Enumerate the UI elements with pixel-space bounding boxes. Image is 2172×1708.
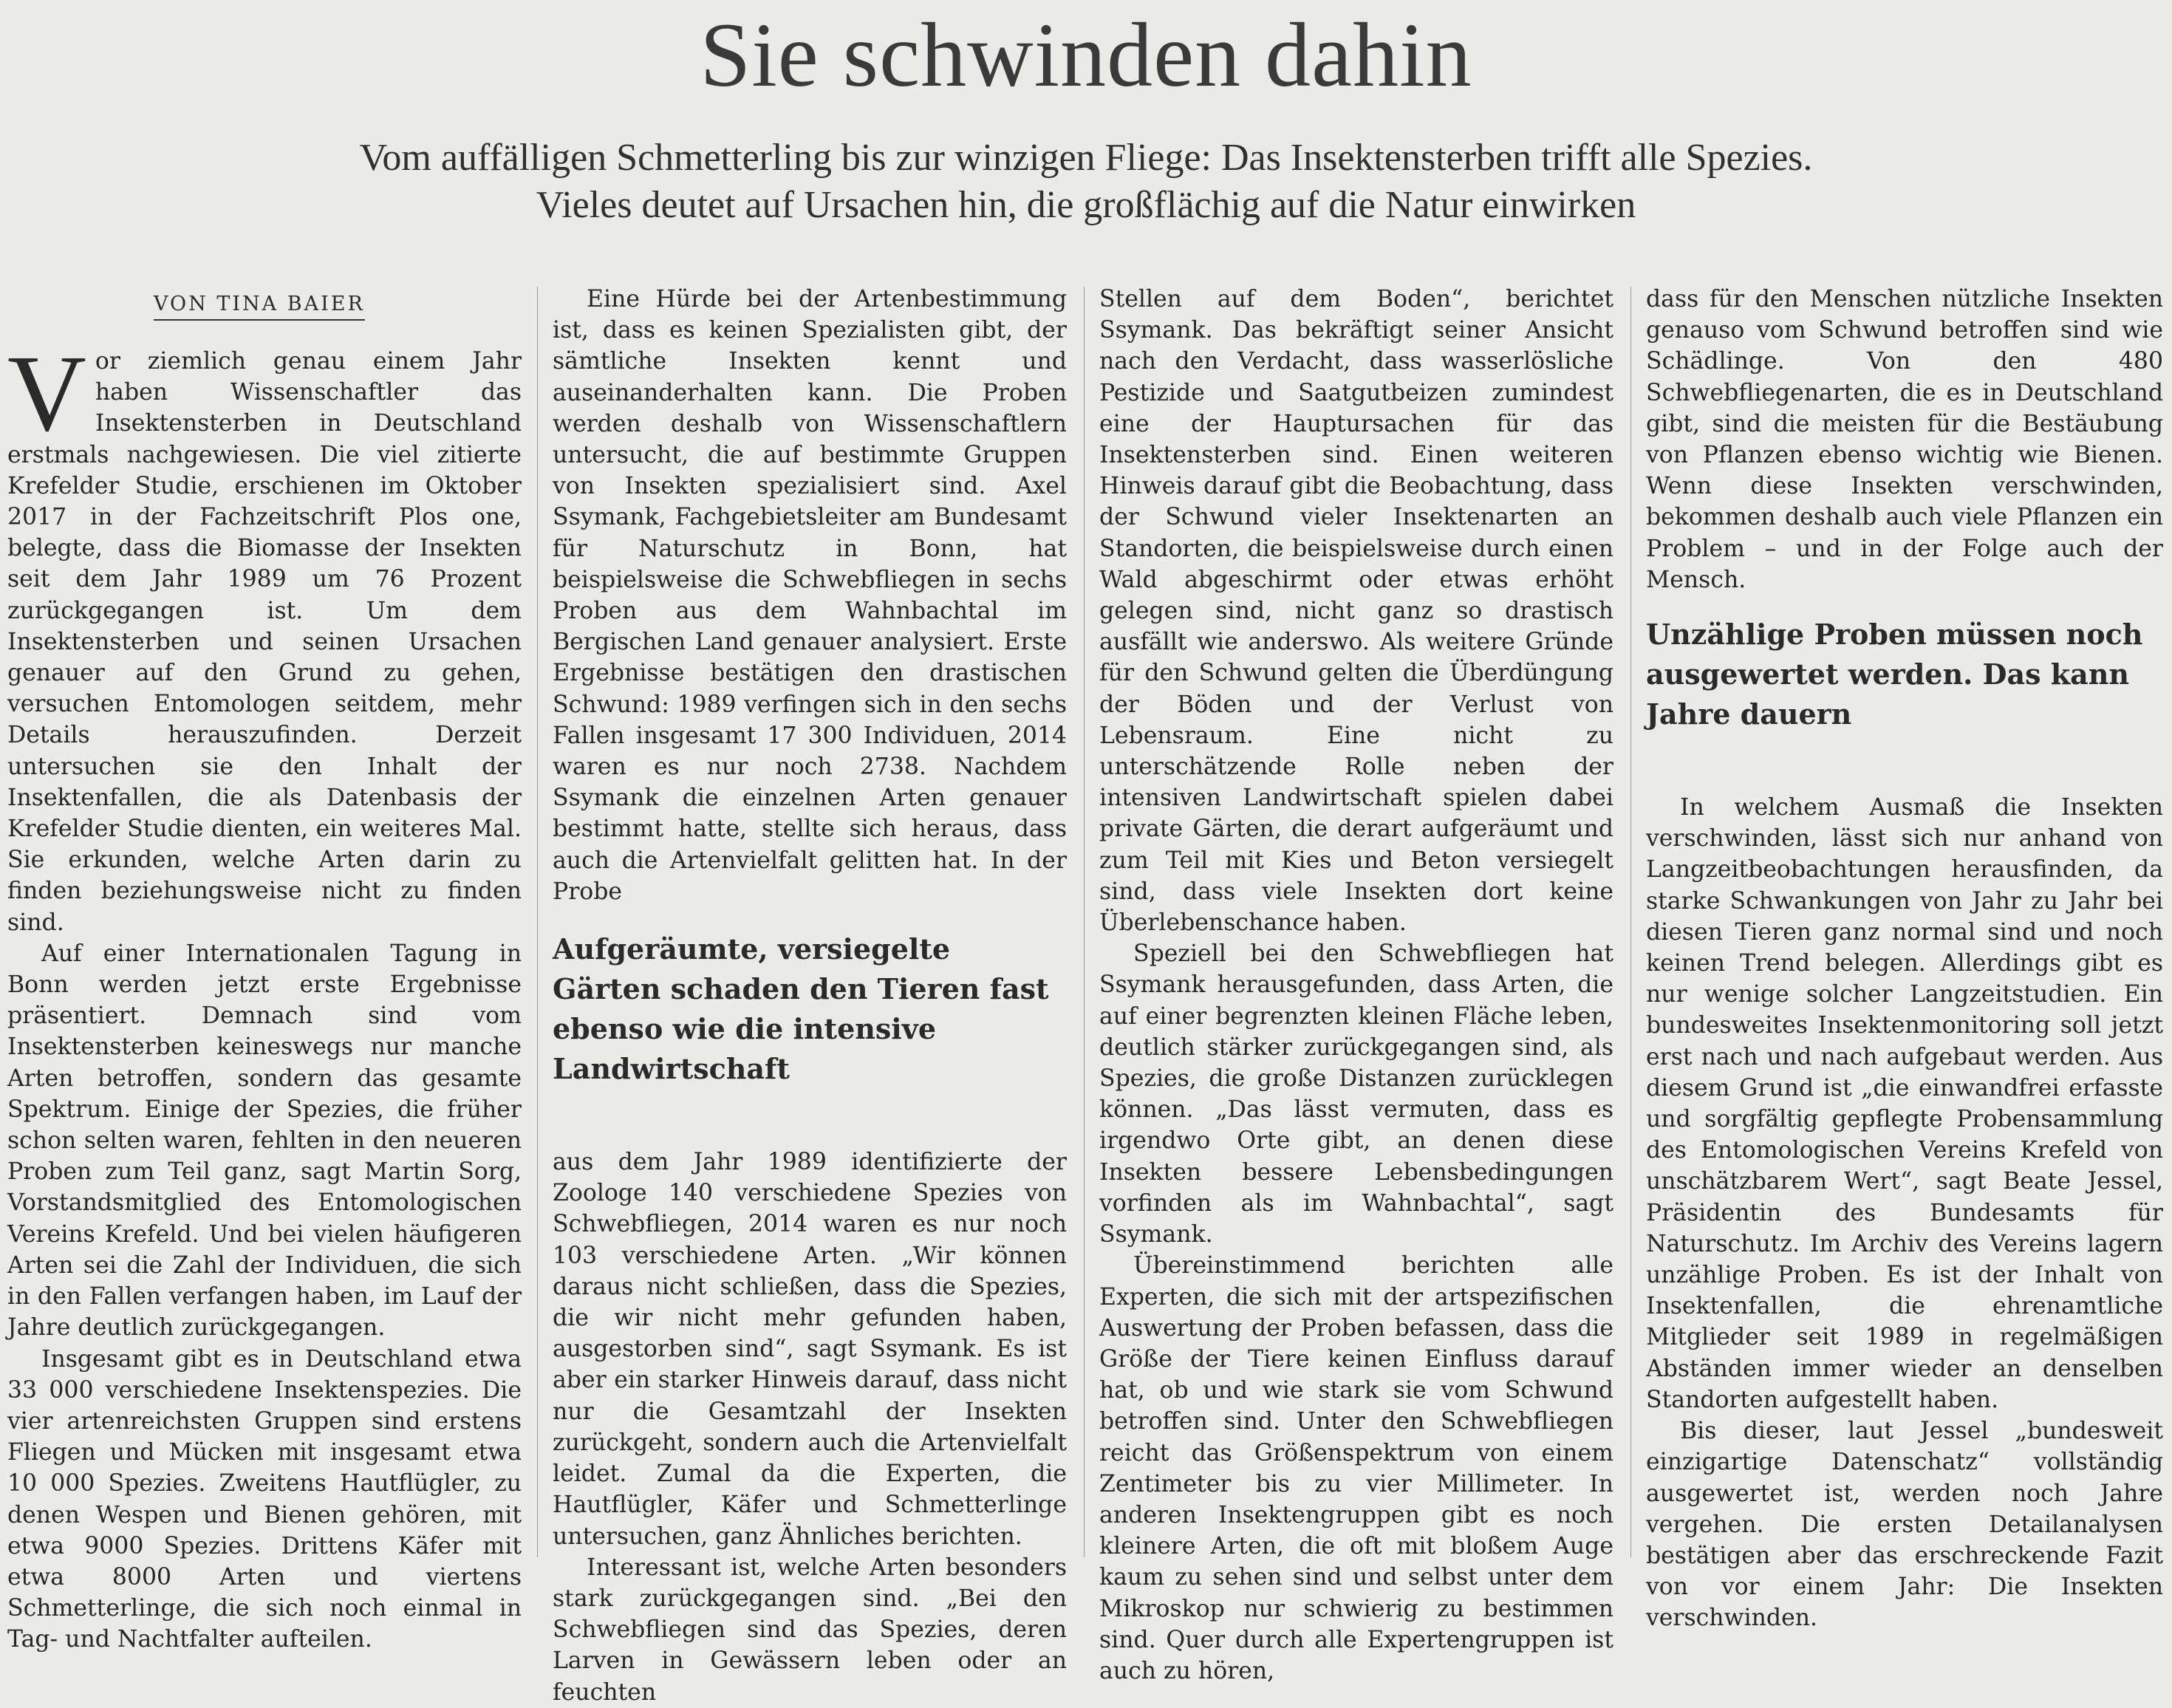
column-rule [537, 287, 538, 1557]
paragraph: Insgesamt gibt es in Deutschland etwa 33 000 verschiedene Insektenspezies. Die vier artenreichsten Gruppen sind erstens Fliegen und Mücken mit insgesamt etwa 10 000 Spezies. Zweitens Hautflügler, zu denen Wespen und Bienen gehören, mit etwa 9000 Spezies. Drittens Käfer mit etwa 8000 Arten und viertens Schmetterlinge, die sich noch einmal in Tag- und Nachtfalter aufteilen. [7, 1345, 522, 1653]
paragraph-text: or ziemlich genau einem Jahr haben Wissenschaftler das Insektensterben in Deutschland erstmals nachgewiesen. Die viel zitierte Krefelder Studie, erschienen im Oktober 2017 in der Fachzeitschrift Plos one, belegte, dass die Biomasse der Insekten seit dem Jahr 1989 um 76 Prozent zurückgegangen ist. Um dem Insektensterben und seinen Ursachen genauer auf den Grund zu gehen, versuchen Entomologen seitdem, mehr Details herauszufinden. Derzeit untersuchen sie den Inhalt der Insektenfallen, die als Datenbasis der Krefelder Studie dienten, ein weiteres Mal. Sie erkunden, welche Arten darin zu finden beziehungsweise nicht zu finden sind. [7, 348, 522, 936]
paragraph: In welchem Ausmaß die Insekten verschwinden, lässt sich nur anhand von Langzeitbeobachtungen herausfinden, da starke Schwankungen von Jahr zu Jahr bei diesen Tieren ganz normal sind und noch keinen Trend belegen. Allerdings gibt es nur wenige solcher Langzeitstudien. Ein bundesweites Insektenmonitoring soll jetzt erst nach und nach aufgebaut werden. Aus diesem Grund ist „die einwandfrei erfasste und sorgfältig gepflegte Probensammlung des Entomologischen Vereins Krefeld von unschätzbarem Wert“, sagt Beate Jessel, Präsidentin des Bundesamts für Naturschutz. Im Archiv des Vereins lagern unzählige Proben. Es ist der Inhalt von Insektenfallen, die ehrenamtliche Mitglieder seit 1989 in regelmäßigen Abständen immer wieder an denselben Standorten aufgestellt haben. [1646, 794, 2163, 1413]
paragraph: Übereinstimmend berichten alle Experten, die sich mit der artspezifischen Auswertung der Proben befassen, dass die Größe der Tiere keinen Einfluss darauf hat, ob und wie stark sie vom Schwund betroffen sind. Unter den Schwebfliegen reicht das Größenspektrum von einem Zentimeter bis zu vier Millimeter. In anderen Insektengruppen gibt es noch kleinere Arten, die oft mit bloßem Auge kaum zu sehen sind und selbst unter dem Mikroskop nur schwierig zu bestimmen sind. Quer durch alle Expertengruppen ist auch zu hören, [1099, 1252, 1613, 1684]
article-column-3 [1099, 284, 1613, 1687]
subheadline [0, 134, 2172, 229]
paragraph: Auf einer Internationalen Tagung in Bonn werden jetzt erste Ergebnisse präsentiert. Demnach sind vom Insektensterben keineswegs nur manche Arten betroffen, sondern das gesamte Spektrum. Einige der Spezies, die früher schon selten waren, fehlten in den neueren Proben zum Teil ganz, sagt Martin Sorg, Vorstandsmitglied des Entomologischen Vereins Krefeld. Und bei vielen häufigeren Arten sei die Zahl der Individuen, die sich in den Fallen verfangen haben, im Lauf der Jahre deutlich zurückgegangen. [7, 940, 522, 1342]
subheading: Aufgeräumte, versiegelte Gärten schaden den Tieren fast ebenso wie die intensive Landwirtschaft [553, 932, 1049, 1086]
drop-cap: V [7, 333, 86, 454]
subheadline-line-1: Vom auffälligen Schmetterling bis zur winzigen Fliege: Das Insektensterben trifft alle Spezies. [359, 137, 1813, 179]
byline: VON TINA BAIER [154, 291, 365, 321]
article-column-4 [1646, 284, 2163, 1634]
article-column-2 [553, 284, 1067, 1708]
paragraph: Interessant ist, welche Arten besonders stark zurückgegangen sind. „Bei den Schwebfliegen sind das Spezies, deren Larven in Gewässern leben oder an feuchten [553, 1554, 1067, 1706]
column-rule [1630, 287, 1631, 1557]
paragraph: dass für den Menschen nützliche Insekten genauso vom Schwund betroffen sind wie Schädlinge. Von den 480 Schwebfliegenarten, die es in Deutschland gibt, sind die meisten für die Bestäubung von Pflanzen ebenso wichtig wie Bienen. Wenn diese Insekten verschwinden, bekommen deshalb auch viele Pflanzen ein Problem – und in der Folge auch der Mensch. [1646, 286, 2163, 593]
paragraph: Eine Hürde bei der Artenbestimmung ist, dass es keinen Spezialisten gibt, der sämtliche Insekten kennt und auseinanderhalten kann. Die Proben werden deshalb von Wissenschaftlern untersucht, die auf bestimmte Gruppen von Insekten spezialisiert sind. Axel Ssymank, Fachgebietsleiter am Bundesamt für Naturschutz in Bonn, hat beispielsweise die Schwebfliegen in sechs Proben aus dem Wahnbachtal im Bergischen Land genauer analysiert. Erste Ergebnisse bestätigen den drastischen Schwund: 1989 verfingen sich in den sechs Fallen insgesamt 17 300 Individuen, 2014 waren es nur noch 2738. Nachdem Ssymank die einzelnen Arten genauer bestimmt hatte, stellte sich heraus, dass auch die Artenvielfalt gelitten hat. In der Probe [553, 286, 1067, 905]
headline: Sie schwinden dahin [700, 4, 1472, 106]
paragraph: Stellen auf dem Boden“, berichtet Ssymank. Das bekräftigt seiner Ansicht nach den Verdacht, dass wasserlösliche Pestizide und Saatgutbeizen zumindest eine der Hauptursachen für das Insektensterben sind. Einen weiteren Hinweis darauf gibt die Beobachtung, dass der Schwund vieler Insektenarten an Standorten, die beispielsweise durch einen Wald abgeschirmt oder etwas erhöht gelegen sind, nicht ganz so drastisch ausfällt wie anderswo. Als weitere Gründe für den Schwund gelten die Überdüngung der Böden und der Verlust von Lebensraum. Eine nicht zu unterschätzende Rolle neben der intensiven Landwirtschaft spielen dabei private Gärten, die derart aufgeräumt und zum Teil mit Kies und Beton versiegelt sind, dass viele Insekten dort keine Überlebenschance haben. [1099, 286, 1613, 937]
article-column-1 [7, 284, 522, 1656]
subheading: Unzählige Proben müssen noch ausgewertet werden. Das kann Jahre dauern [1646, 618, 2143, 731]
paragraph: Bis dieser, laut Jessel „bundesweit einzigartige Datenschatz“ vollständig ausgewertet ist, werden noch Jahre vergehen. Die ersten Detailanalysen bestätigen aber das erschreckende Fazit von vor einem Jahr: Die Insekten verschwinden. [1646, 1418, 2163, 1632]
paragraph [7, 333, 522, 938]
column-rule [1084, 287, 1085, 1557]
paragraph: aus dem Jahr 1989 identifizierte der Zoologe 140 verschiedene Spezies von Schwebfliegen, 2014 waren es nur noch 103 verschiedene Arten. „Wir können daraus nicht schließen, dass die Spezies, die wir nicht mehr gefunden haben, ausgestorben sind“, sagt Ssymank. Es ist aber ein starker Hinweis darauf, dass nicht nur die Gesamtzahl der Insekten zurückgeht, sondern auch die Artenvielfalt leidet. Zumal da die Experten, die Hautflügler, Käfer und Schmetterlinge untersuchen, ganz Ähnliches berichten. [553, 1149, 1067, 1550]
subheadline-line-2: Vieles deutet auf Ursachen hin, die großflächig auf die Natur einwirken [536, 184, 1636, 226]
paragraph: Speziell bei den Schwebfliegen hat Ssymank herausgefunden, dass Arten, die auf einer begrenzten kleinen Fläche leben, deutlich stärker zurückgegangen sind, als Spezies, die große Distanzen zurücklegen können. „Das lässt vermuten, dass es irgendwo Orte gibt, an denen diese Insekten bessere Lebensbedingungen vorfinden als im Wahnbachtal“, sagt Ssymank. [1099, 940, 1613, 1248]
